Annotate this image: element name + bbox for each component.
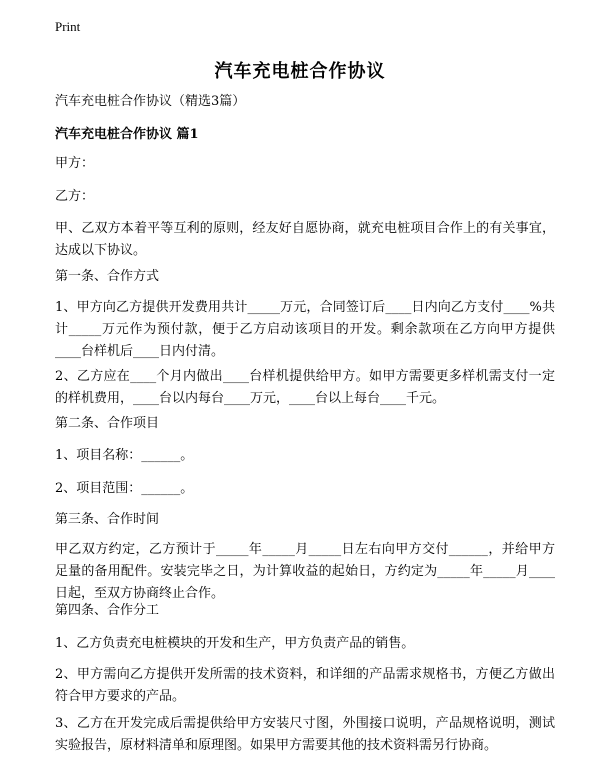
article-3-title: 第三条、合作时间 xyxy=(55,512,160,527)
document-subtitle: 汽车充电桩合作协议（精选3篇） xyxy=(55,94,246,109)
print-link[interactable]: Print xyxy=(55,19,81,34)
article-3-clause-1: 甲乙双方约定，乙方预计于_____年_____月_____日左右向甲方交付______，并给甲方足量的备用配件。安装完毕之日，为计算收益的起始日，方约定为_____年_____月____日起，至双方协商终止合作。 xyxy=(55,542,555,601)
article-1-clause-1: 1、甲方向乙方提供开发费用共计_____万元，合同签订后____日内向乙方支付____%共计_____万元作为预付款，便于乙方启动该项目的开发。剩余款项在乙方向甲方提供____台样机后____日内付清。 xyxy=(55,300,555,359)
party-b-label: 乙方： xyxy=(55,189,95,204)
article-2-clause-2: 2、项目范围：______。 xyxy=(55,481,194,496)
article-1-title: 第一条、合作方式 xyxy=(55,269,160,284)
intro-paragraph: 甲、乙双方本着平等互利的原则，经友好自愿协商，就充电桩项目合作上的有关事宜，达成以下协议。 xyxy=(55,221,555,258)
article-2-clause-1: 1、项目名称：______。 xyxy=(55,448,194,463)
article-4-title: 第四条、合作分工 xyxy=(55,603,160,618)
article-2-title: 第二条、合作项目 xyxy=(55,416,160,431)
article-4-clause-2: 2、甲方需向乙方提供开发所需的技术资料，和详细的产品需求规格书，方便乙方做出符合甲方要求的产品。 xyxy=(55,667,555,704)
party-a-label: 甲方： xyxy=(55,156,95,171)
article-4-clause-1: 1、乙方负责充电桩模块的开发和生产，甲方负责产品的销售。 xyxy=(55,636,415,651)
article-1-clause-2: 2、乙方应在____个月内做出____台样机提供给甲方。如甲方需要更多样机需支付一定的样机费用，____台以内每台____万元，____台以上每台____千元。 xyxy=(55,369,555,406)
article-4-clause-3: 3、乙方在开发完成后需提供给甲方安装尺寸图，外围接口说明，产品规格说明，测试实验报告，原材料清单和原理图。如果甲方需要其他的技术资料需另行协商。 xyxy=(55,716,555,753)
document-title: 汽车充电桩合作协议 xyxy=(214,61,386,82)
section-heading: 汽车充电桩合作协议 篇1 xyxy=(55,127,199,142)
